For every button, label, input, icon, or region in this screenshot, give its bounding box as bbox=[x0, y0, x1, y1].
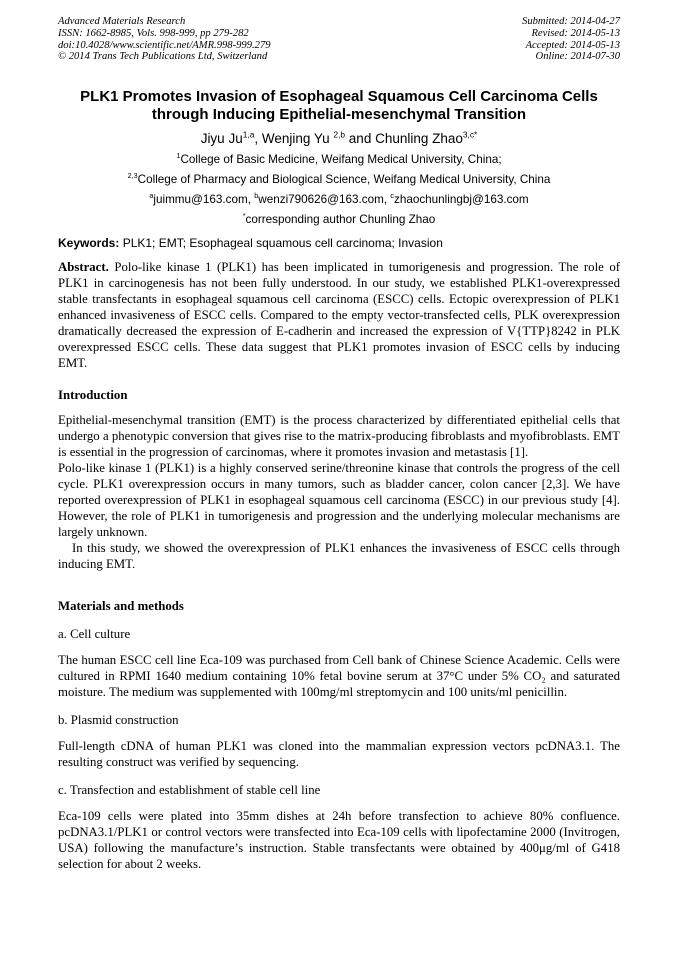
abstract-paragraph bbox=[58, 259, 620, 371]
transfection-paragraph: Eca-109 cells were plated into 35mm dishes at 24h before transfection to achieve 80% confluence. pcDNA3.1/PLK1 or control vectors were transfected into Eca-109 cells with lipofectamine 2000 (Invitrogen, USA) following the manufacture’s instruction. Stable transfectants were obtained by 400μg/ml of G418 selection for about 2 weeks. bbox=[58, 809, 620, 872]
email-address: zhaochunlingbj@163.com bbox=[393, 193, 529, 207]
author-name: Chunling Zhao bbox=[375, 131, 463, 147]
author-separator: , bbox=[254, 131, 262, 147]
corresponding-text: corresponding author Chunling Zhao bbox=[245, 213, 436, 227]
introduction-paragraph-3: In this study, we showed the overexpression of PLK1 enhances the invasiveness of ESCC cells through inducing EMT. bbox=[58, 541, 620, 572]
affiliation-marker: 1 bbox=[176, 151, 181, 161]
author-name: Jiyu Ju bbox=[200, 131, 243, 147]
email-address: juimmu@163.com, bbox=[153, 193, 255, 207]
journal-header bbox=[58, 16, 620, 63]
date-submitted: Submitted: 2014-04-27 bbox=[522, 16, 620, 27]
corresponding-author-line bbox=[58, 213, 620, 226]
author-separator: and bbox=[345, 131, 376, 147]
email-marker: c bbox=[390, 191, 394, 201]
keywords-line bbox=[58, 236, 620, 250]
introduction-paragraph-2: Polo-like kinase 1 (PLK1) is a highly conserved serine/threonine kinase that controls the progress of the cell cycle. PLK1 overexpression occurs in many tumors, such as bladder cancer, colon cancer [2,3]. We have reported overexpression of PLK1 in esophageal squamous cell carcinoma (ESCC) in our previous study [4]. However, the role of PLK1 in tumorigenesis and progression and the underlying molecular mechanisms are largely unknown. bbox=[58, 461, 620, 540]
journal-doi: doi:10.4028/www.scientific.net/AMR.998-999.279 bbox=[58, 39, 271, 51]
keywords-text: PLK1; EMT; Esophageal squamous cell carcinoma; Invasion bbox=[122, 236, 443, 251]
cell-culture-paragraph: The human ESCC cell line Eca-109 was purchased from Cell bank of Chinese Science Academic. Cells were cultured in RPMI 1640 medium containing 10% fetal bovine serum at 37°C under 5% CO₂ and saturated moisture. The medium was supplemented with 100mg/ml streptomycin and 100 units/ml penicillin. bbox=[58, 653, 620, 700]
date-accepted: Accepted: 2014-05-13 bbox=[525, 39, 620, 51]
abstract-text: Polo-like kinase 1 (PLK1) has been implicated in tumorigenesis and progression. The role of PLK1 in carcinogenesis has not been fully understood. In our study, we established PLK1-overexpressed stable transfectants in esophageal squamous cell carcinoma (ESCC) cells. Ectopic overexpression of PLK1 enhanced invasiveness of ESCC cells. Compared to the empty vector-transfected cells, PLK overexpression dramatically decreased the expression of E-cadherin and increased the expression of V{TTP}8242 in PLK overexpressed ESCC cells. These data suggest that PLK1 promotes invasion of ESCC cells by inducing EMT. bbox=[58, 260, 621, 371]
journal-info bbox=[58, 16, 271, 63]
journal-issn-vols: ISSN: 1662-8985, Vols. 998-999, pp 279-282 bbox=[58, 27, 249, 39]
paper-title bbox=[58, 88, 620, 123]
email-address: wenzi790626@163.com, bbox=[258, 193, 391, 207]
abstract-label: Abstract. bbox=[58, 260, 109, 275]
introduction-paragraph-1: Epithelial-mesenchymal transition (EMT) is the process characterized by differentiated epithelial cells that undergo a phenotypic conversion that gives rise to the matrix-producing fibroblasts and myofibroblasts. EMT is essential in the progression of carcinomas, where it promotes invasion and metastasis [1]. bbox=[58, 413, 620, 460]
author-affil-marker: 1,a bbox=[242, 129, 255, 140]
paper-title-line2: through Inducing Epithelial-mesenchymal Transition bbox=[151, 105, 527, 123]
subsection-heading-cell-culture: a. Cell culture bbox=[58, 627, 131, 642]
author-name: Wenjing Yu bbox=[261, 131, 334, 147]
affiliation-text: College of Pharmacy and Biological Science, Weifang Medical University, China bbox=[137, 173, 551, 187]
affiliation-2 bbox=[58, 173, 620, 186]
plasmid-construction-paragraph: Full-length cDNA of human PLK1 was cloned into the mammalian expression vectors pcDNA3.1. The resulting construct was verified by sequencing. bbox=[58, 739, 620, 770]
journal-copyright: © 2014 Trans Tech Publications Ltd, Switzerland bbox=[58, 51, 268, 63]
subsection-heading-plasmid-construction: b. Plasmid construction bbox=[58, 713, 179, 728]
email-marker: b bbox=[254, 191, 259, 201]
keywords-label: Keywords: bbox=[58, 236, 120, 251]
author-affil-marker: 3,c* bbox=[462, 129, 478, 140]
journal-name: Advanced Materials Research bbox=[58, 16, 186, 27]
author-emails bbox=[58, 193, 620, 206]
affiliation-text: College of Basic Medicine, Weifang Medical University, China; bbox=[180, 153, 502, 167]
subsection-heading-transfection: c. Transfection and establishment of stable cell line bbox=[58, 783, 321, 798]
affiliation-marker: 2,3 bbox=[127, 171, 138, 181]
submission-dates bbox=[522, 16, 620, 63]
email-marker: a bbox=[149, 191, 154, 201]
section-heading-materials-methods: Materials and methods bbox=[58, 599, 184, 614]
corresponding-marker: * bbox=[242, 211, 246, 221]
affiliation-1 bbox=[58, 153, 620, 166]
authors-line bbox=[58, 131, 620, 146]
paper-title-line1: PLK1 Promotes Invasion of Esophageal Squamous Cell Carcinoma Cells bbox=[80, 88, 598, 106]
date-revised: Revised: 2014-05-13 bbox=[531, 27, 620, 39]
author-affil-marker: 2,b bbox=[333, 129, 346, 140]
section-heading-introduction: Introduction bbox=[58, 388, 128, 403]
date-online: Online: 2014-07-30 bbox=[535, 51, 620, 63]
